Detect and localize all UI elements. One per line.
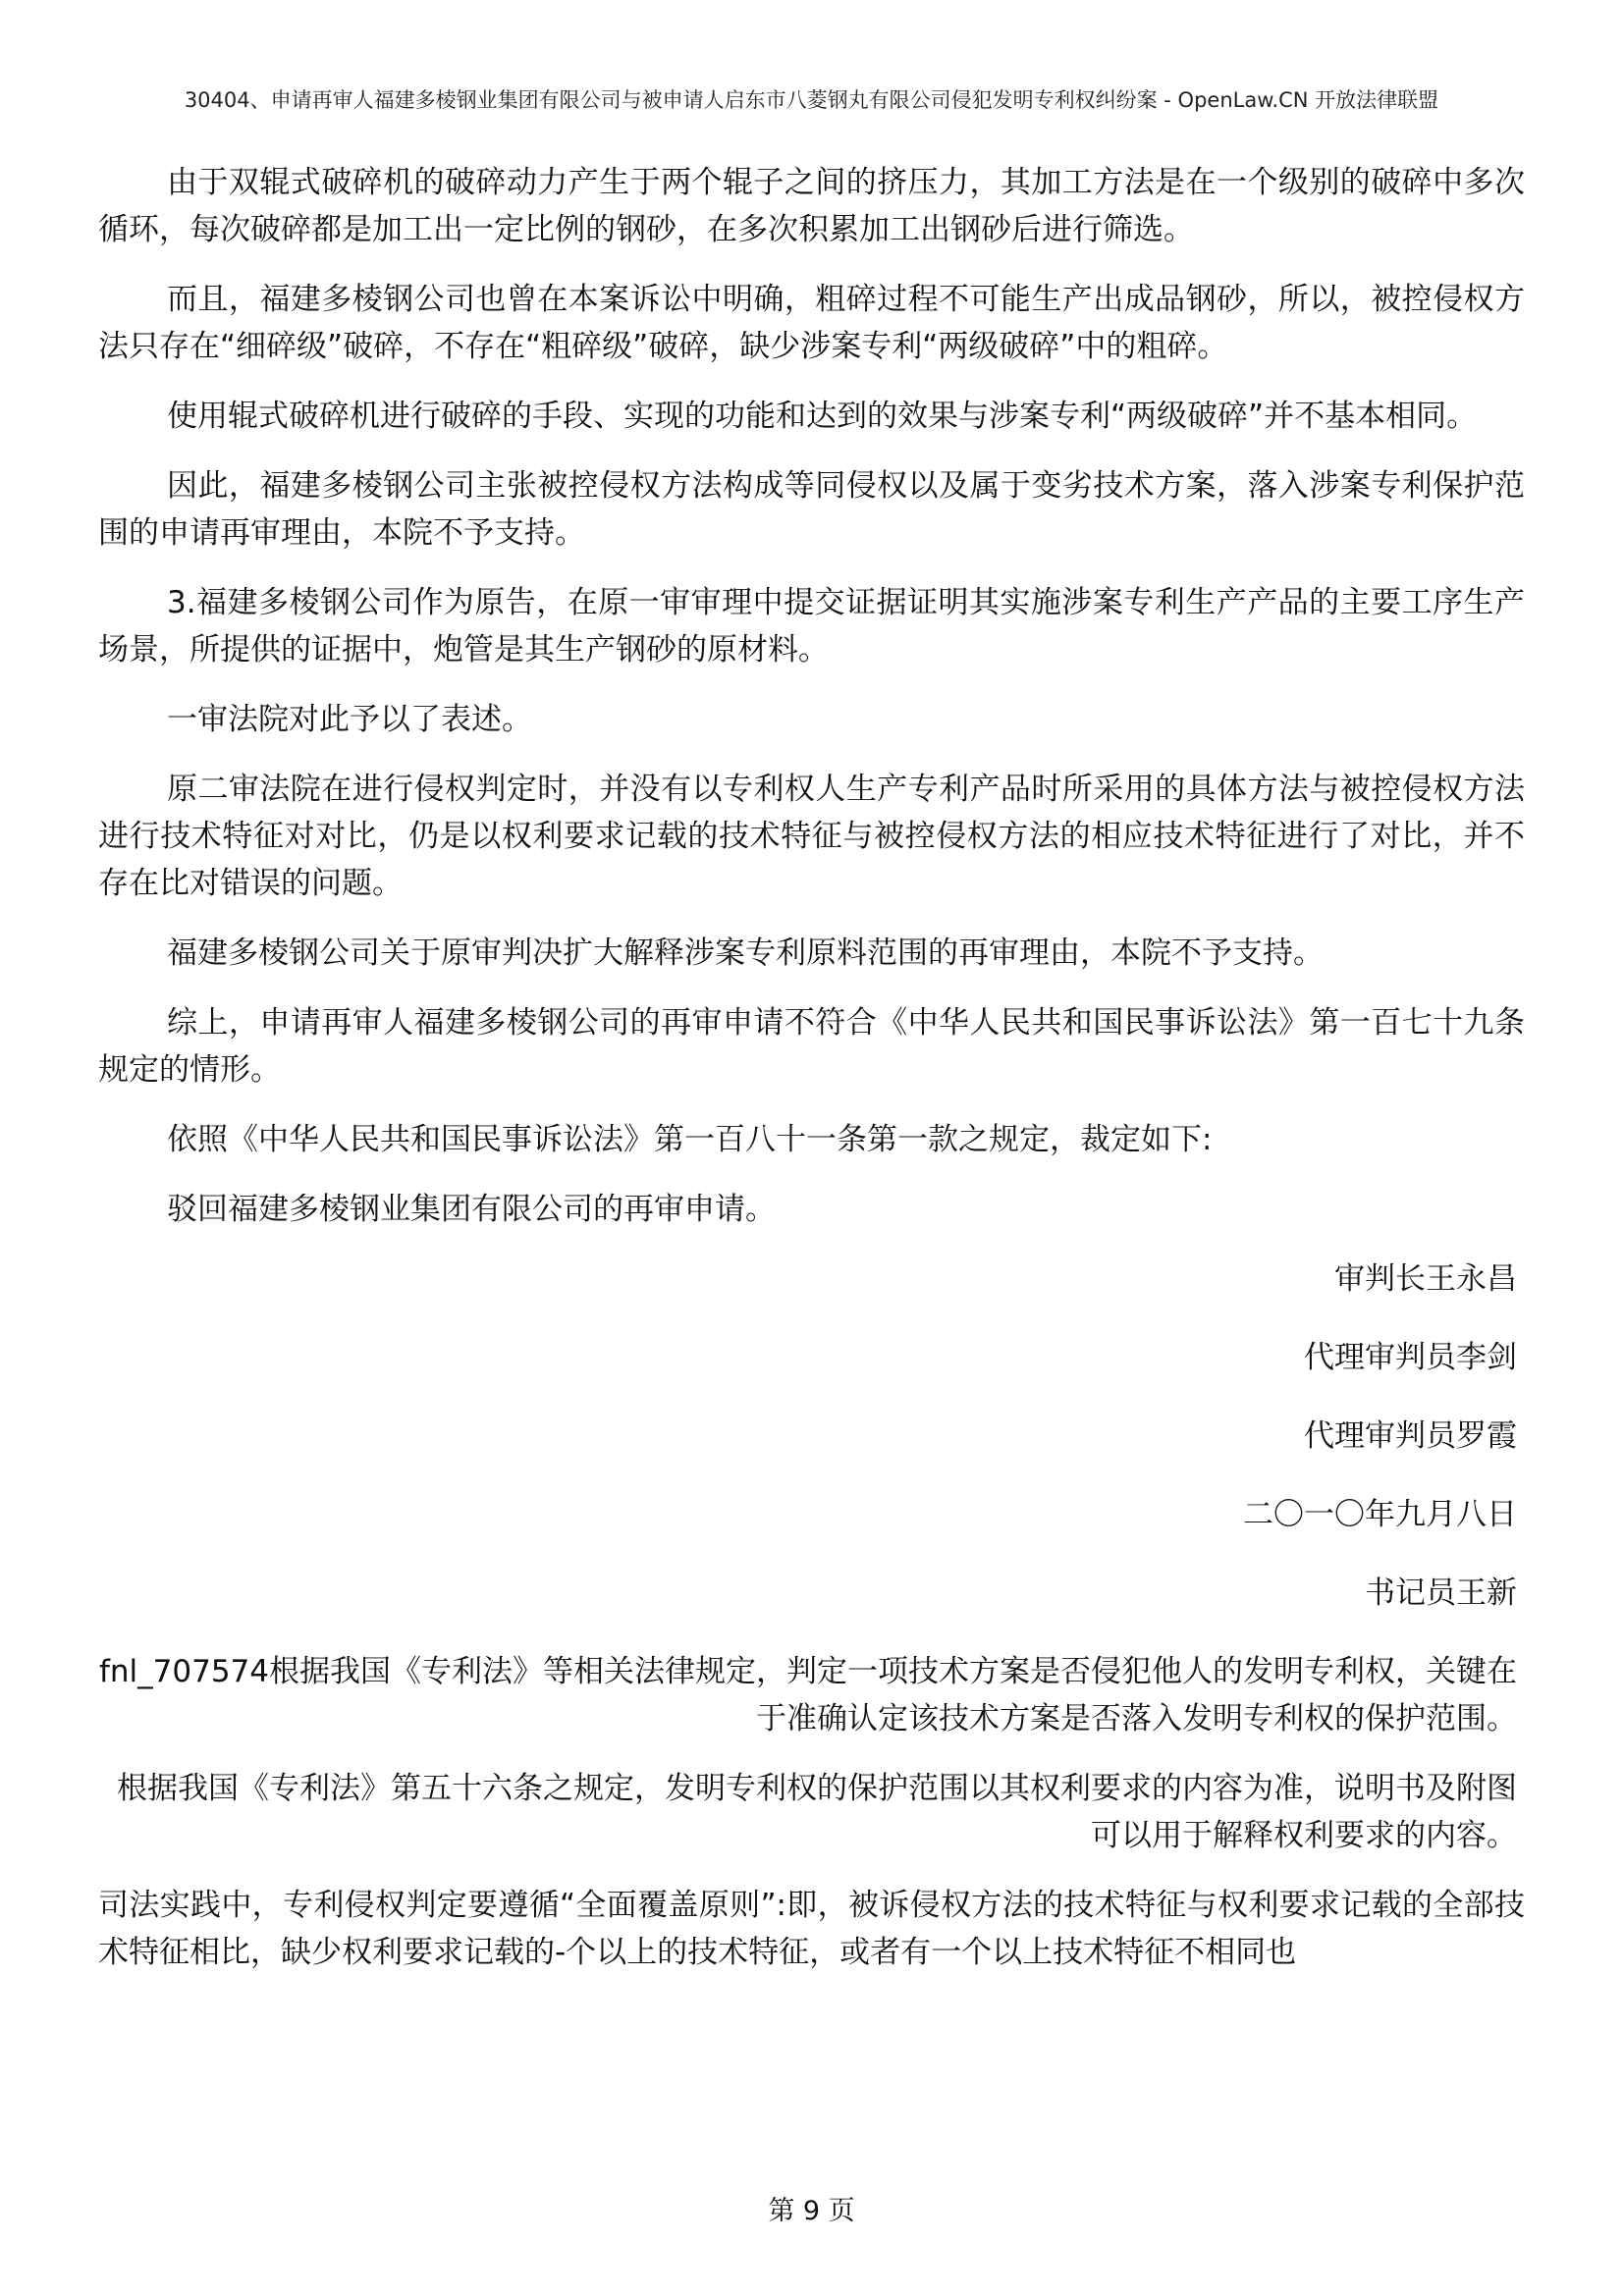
paragraph: 原二审法院在进行侵权判定时，并没有以专利权人生产专利产品时所采用的具体方法与被控侵权方法进行技术特征对对比，仍是以权利要求记载的技术特征与被控侵权方法的相应技术特征进行了对比，并不存在比对错误的问题。: [98, 772, 1525, 901]
note-paragraph: fnl_707574根据我国《专利法》等相关法律规定，判定一项技术方案是否侵犯他人的发明专利权，关键在于准确认定该技术方案是否落入发明专利权的保护范围。: [98, 1654, 1517, 1736]
paragraph: 使用辊式破碎机进行破碎的手段、实现的功能和达到的效果与涉案专利“两级破碎”并不基本相同。: [167, 399, 1478, 434]
signature-chief-judge: 审判长王永昌: [1334, 1261, 1517, 1297]
paragraph: 驳回福建多棱钢业集团有限公司的再审申请。: [167, 1192, 776, 1227]
paragraph: 3.福建多棱钢公司作为原告，在原一审审理中提交证据证明其实施涉案专利生产产品的主要工序生产场景，所提供的证据中，炮管是其生产钢砂的原材料。: [98, 585, 1525, 667]
paragraph: 而且，福建多棱钢公司也曾在本案诉讼中明确，粗碎过程不可能生产出成品钢砂，所以，被控侵权方法只存在“细碎级”破碎，不存在“粗碎级”破碎，缺少涉案专利“两级破碎”中的粗碎。: [98, 282, 1525, 364]
signature-clerk: 书记员王新: [1365, 1575, 1517, 1611]
signature-date: 二〇一〇年九月八日: [1243, 1497, 1517, 1532]
signature-acting-judge: 代理审判员李剑: [1304, 1340, 1517, 1375]
paragraph: 由于双辊式破碎机的破碎动力产生于两个辊子之间的挤压力，其加工方法是在一个级别的破碎中多次循环，每次破碎都是加工出一定比例的钢砂，在多次积累加工出钢砂后进行筛选。: [98, 165, 1525, 247]
paragraph: 福建多棱钢公司关于原审判决扩大解释涉案专利原料范围的再审理由，本院不予支持。: [167, 935, 1324, 971]
paragraph: 一审法院对此予以了表述。: [167, 702, 532, 737]
paragraph: 因此，福建多棱钢公司主张被控侵权方法构成等同侵权以及属于变劣技术方案，落入涉案专利保护范围的申请再审理由，本院不予支持。: [98, 468, 1525, 551]
note-paragraph: 根据我国《专利法》第五十六条之规定，发明专利权的保护范围以其权利要求的内容为准，说明书及附图可以用于解释权利要求的内容。: [117, 1771, 1517, 1853]
page-number: 第 9 页: [768, 2196, 855, 2226]
document-body: [98, 159, 1525, 1976]
page-header: 30404、申请再审人福建多棱钢业集团有限公司与被申请人启东市八菱钢丸有限公司侵犯发明专利权纠纷案 - OpenLaw.CN 开放法律联盟: [184, 88, 1439, 112]
paragraph: 综上，申请再审人福建多棱钢公司的再审申请不符合《中华人民共和国民事诉讼法》第一百七十九条规定的情形。: [98, 1005, 1525, 1088]
signature-acting-judge: 代理审判员罗霞: [1304, 1418, 1517, 1454]
note-paragraph: 司法实践中，专利侵权判定要遵循“全面覆盖原则”:即，被诉侵权方法的技术特征与权利要求记载的全部技术特征相比，缺少权利要求记载的-个以上的技术特征，或者有一个以上技术特征不相同也: [98, 1888, 1525, 1970]
paragraph: 依照《中华人民共和国民事诉讼法》第一百八十一条第一款之规定，裁定如下:: [167, 1122, 1213, 1157]
